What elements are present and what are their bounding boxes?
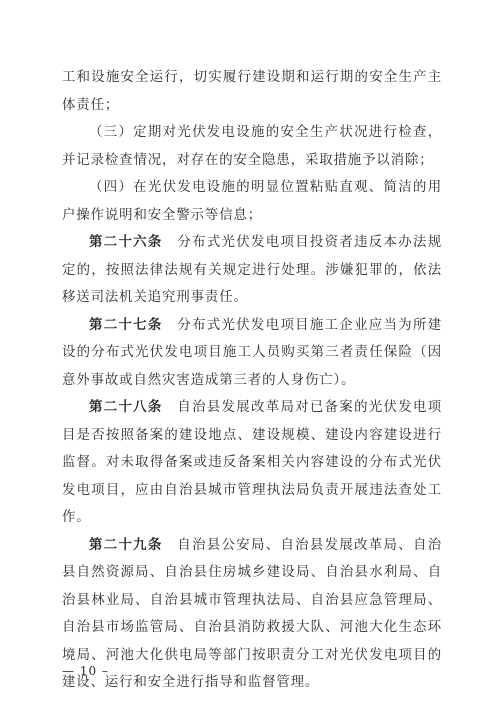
article-28: [62, 394, 442, 532]
paragraph-text: （四）在光伏发电设施的明显位置粘贴直观、简洁的用户操作说明和安全警示等信息；: [62, 180, 442, 223]
document-body: [62, 64, 442, 697]
paragraph-text: （三）定期对光伏发电设施的安全生产状况进行检查，并记录检查情况，对存在的安全隐患，采取措施予以消除；: [62, 125, 442, 168]
paragraph-item-4: [62, 174, 442, 229]
paragraph-text: 工和设施安全运行，切实履行建设期和运行期的安全生产主体责任；: [62, 70, 442, 113]
article-26: [62, 229, 442, 312]
article-heading: 第二十七条: [89, 317, 163, 333]
page-number: — 10 –: [62, 664, 109, 678]
article-heading: 第二十八条: [89, 400, 163, 415]
paragraph-text: 自治县发展改革局对已备案的光伏发电项目是否按照备案的建设地点、建设规模、建设内容建设进行监督。对未取得备案或违反备案相关内容建设的分布式光伏发电项目，应由自治县城市管理执法局负责开展违法查处工作。: [62, 400, 443, 525]
paragraph-text: 分布式光伏发电项目施工企业应当为所建设的分布式光伏发电项目施工人员购买第三者责任保险（因意外事故或自然灾害造成第三者的人身伤亡）。: [62, 317, 443, 388]
paragraph-text: 自治县公安局、自治县发展改革局、自治县自然资源局、自治县住房城乡建设局、自治县水利局、自治县林业局、自治县城市管理执法局、自治县应急管理局、自治县市场监管局、自治县消防救援大队、河池大化生态环境局、河池大化供电局等部门按职责分工对光伏发电项目的建设、运行和安全进行指导和监督管理。: [62, 537, 443, 690]
article-27: [62, 312, 442, 395]
article-heading: 第二十九条: [89, 537, 163, 553]
paragraph-text: 分布式光伏发电项目投资者违反本办法规定的，按照法律法规有关规定进行处理。涉嫌犯罪的，依法移送司法机关追究刑事责任。: [62, 235, 443, 305]
article-29: [62, 532, 442, 697]
article-heading: 第二十六条: [89, 235, 163, 250]
paragraph-item-3: [62, 119, 442, 174]
paragraph-continuation: [62, 64, 442, 119]
